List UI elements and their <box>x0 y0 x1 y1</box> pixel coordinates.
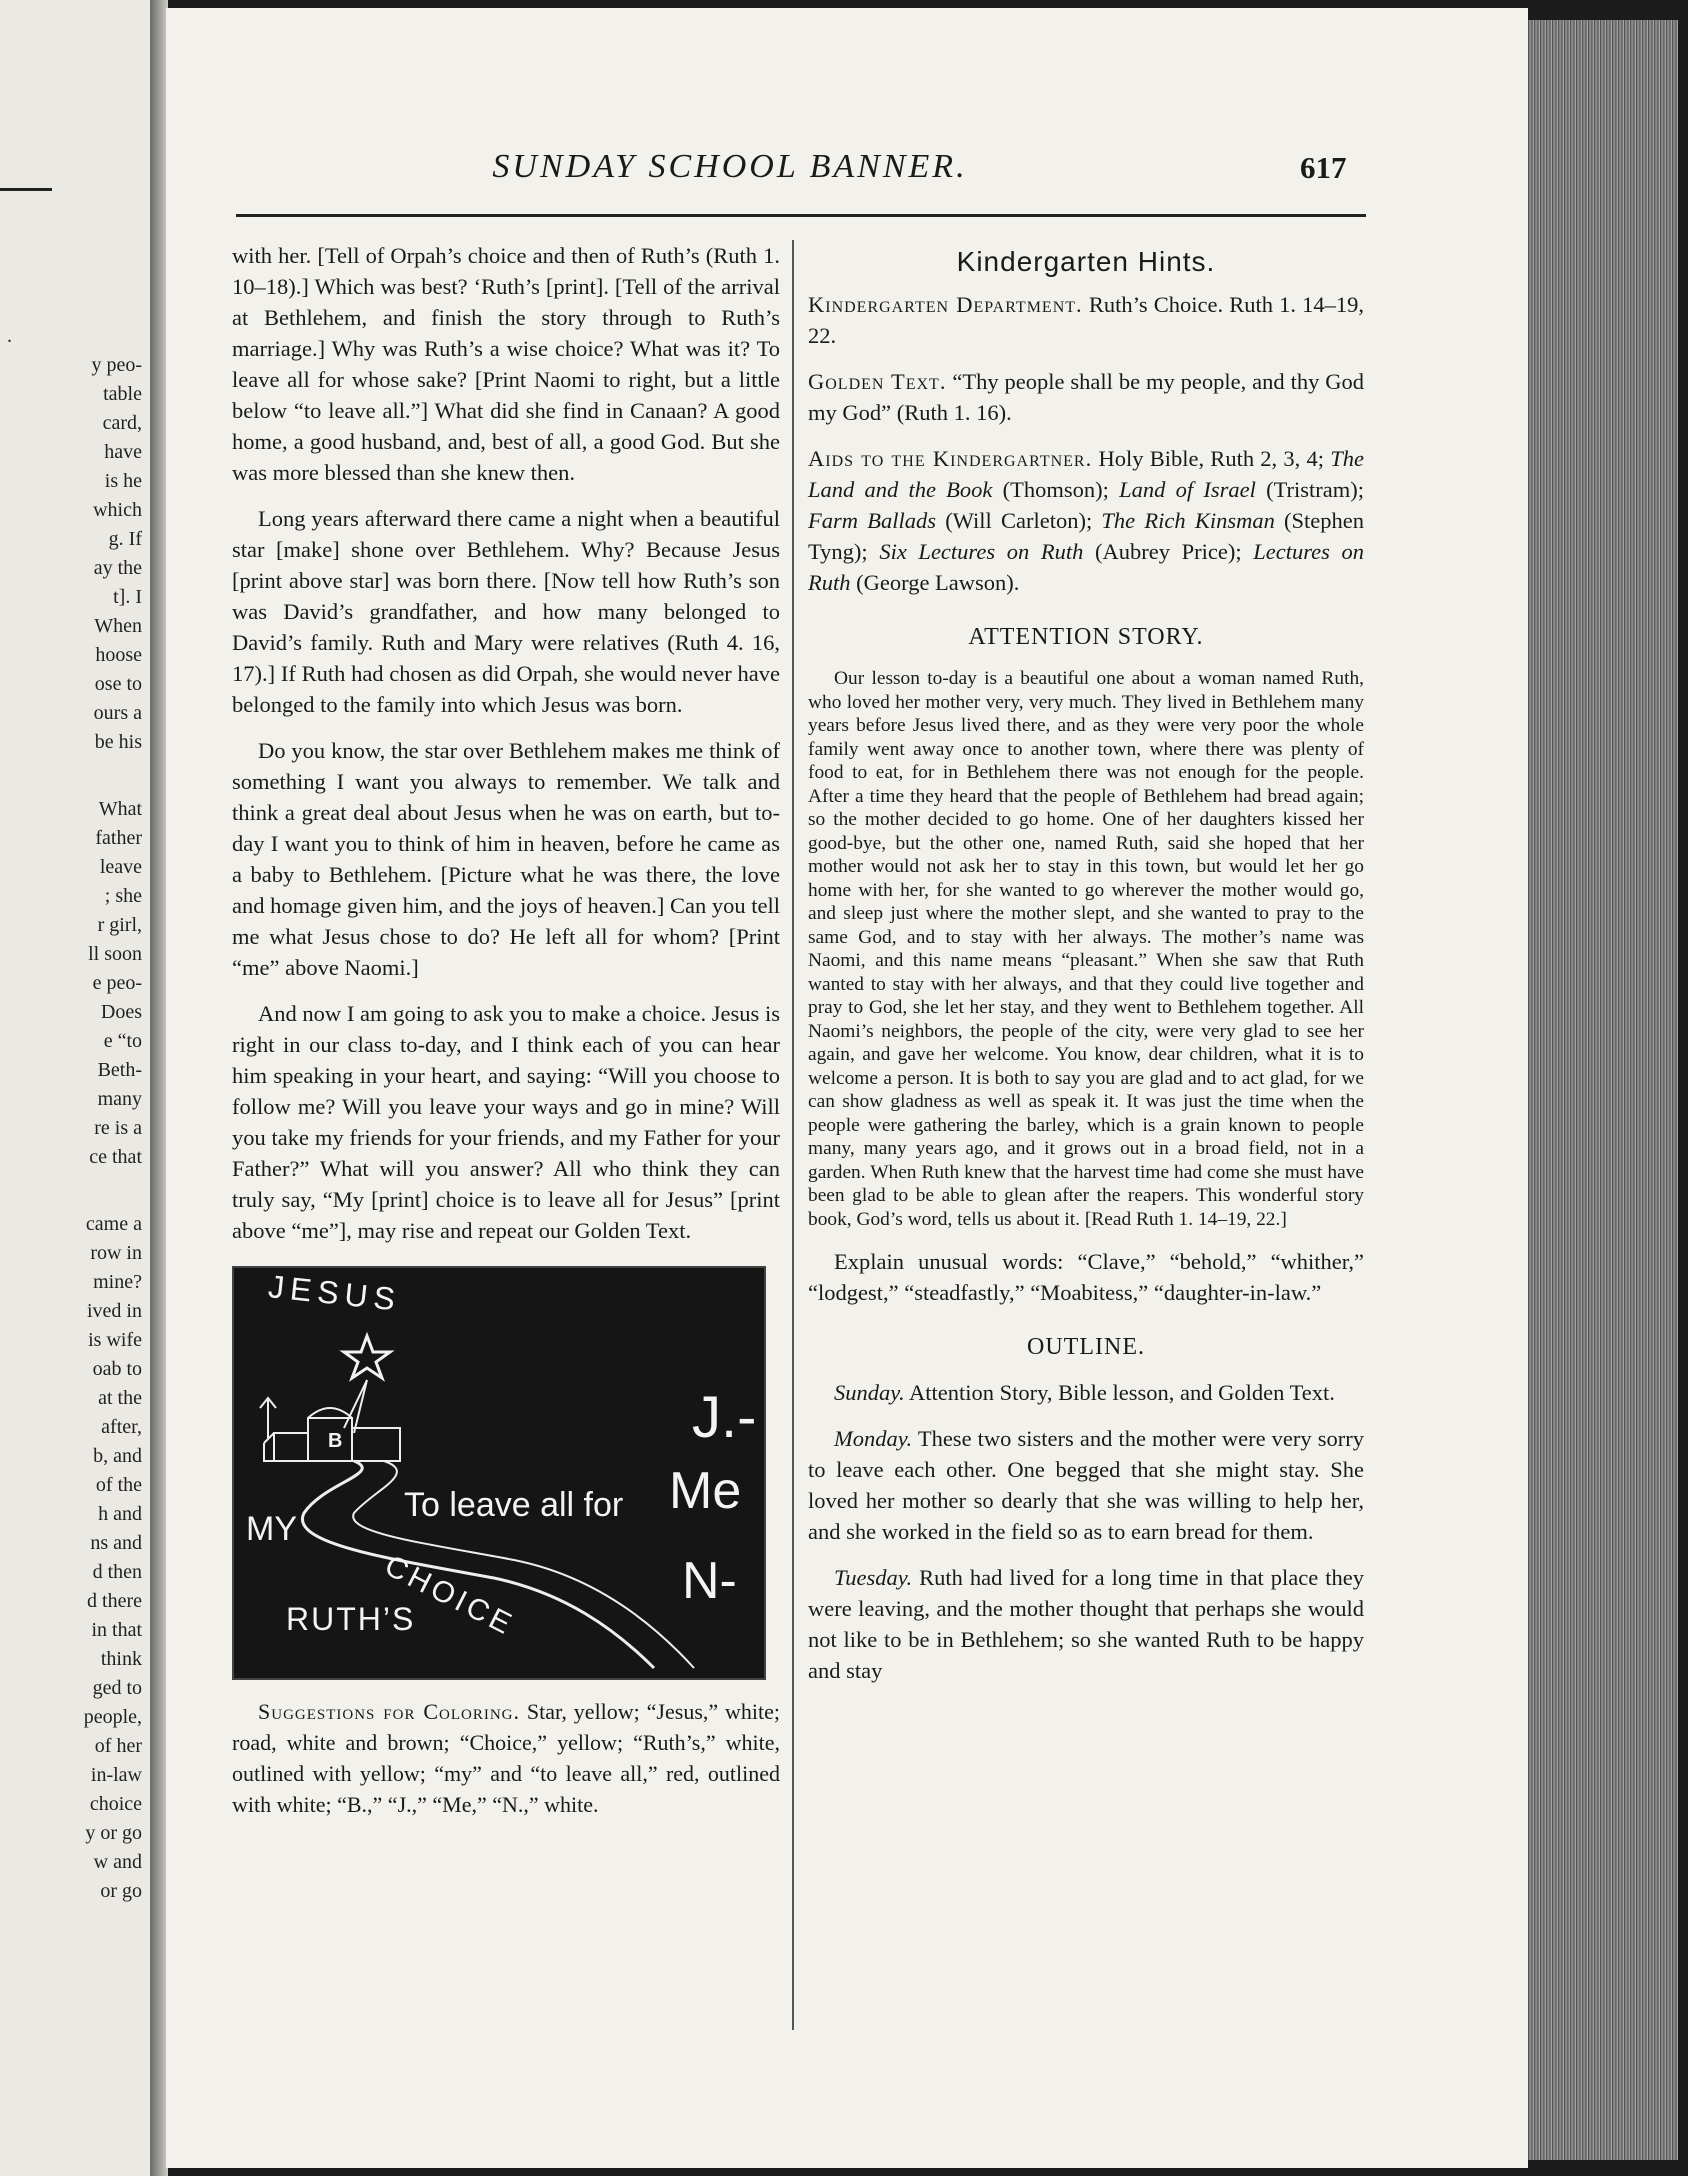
aids-text: (Aubrey Price); <box>1095 539 1242 564</box>
facing-page-line: came a <box>85 1213 142 1235</box>
facing-page-fragment <box>0 0 150 2176</box>
star-icon <box>344 1336 390 1378</box>
aids-text: (Will Carleton); <box>945 508 1093 533</box>
facing-page-line: hoose <box>95 644 142 666</box>
illustration-ruths: RUTH’S <box>286 1601 416 1637</box>
illustration-me: Me <box>669 1462 742 1520</box>
paragraph: Long years afterward there came a night when a beautiful star [make] shone over Bethlehem. Why? Because Jesus [print above star] was born there. [Now tell how Ruth’s son was David’s grandfather, and how many belonged to David’s family. Ruth and Mary were relatives (Ruth 4. 16, 17).] If Ruth had chosen as did Orpah, she would never have belonged to the family into which Jesus was born. <box>232 506 780 717</box>
aids-text: Holy Bible, Ruth 2, 3, 4; <box>1098 446 1325 471</box>
department-line <box>808 289 1364 351</box>
aids-text: (Stephen Tyng); <box>808 508 1365 564</box>
facing-page-line: have <box>104 441 142 463</box>
facing-page-line: ce that <box>89 1146 142 1168</box>
facing-page-line: h and <box>98 1503 142 1525</box>
paragraph: Do you know, the star over Bethlehem makes me think of something I want you always to remember. We talk and think a great deal about Jesus when he was on earth, but to-day I want you to think of him in heaven, before he came as a baby to Bethlehem. [Picture what he was there, the love and homage given him, and the joys of heaven.] Can you tell me what Jesus chose to do? He left all for whom? [Print “me” above Naomi.] <box>232 738 780 980</box>
facing-page-line: leave <box>99 856 142 878</box>
coloring-suggestions <box>232 1696 780 1820</box>
outline-tuesday <box>808 1562 1364 1686</box>
facing-page-line: ns and <box>90 1532 142 1554</box>
facing-page-line: d then <box>92 1561 142 1583</box>
day-label: Sunday. <box>834 1380 905 1405</box>
facing-page-line: ived in <box>87 1300 142 1322</box>
left-column <box>232 240 780 1820</box>
facing-page-line: ours a <box>93 702 142 724</box>
facing-page-line: e peo- <box>92 972 142 994</box>
attention-story-text: Our lesson to-day is a beautiful one about a woman named Ruth, who loved her mother very, very much. They lived in Bethlehem many years before Jesus lived there, and as they were very poor the whole family went away once to another town, where there was plenty of food to eat, for in Bethlehem there was not enough for the people. After a time they heard that the people of Bethlehem had bread again; so the mother decided to go home. One of her daughters kissed her good-bye, but the other one, named Ruth, said she hoped that her mother would not ask her to stay in this town, but would let her go home with her, for she wanted to go wherever the mother would go, and sleep just where the mother slept, and she wanted to pray to the same God, and to stay with her always. The mother’s name was Naomi, and this name means “pleasant.” When she saw that Ruth wanted to stay with her always, and that they could live together and pray to God, she let her stay, and they went to Bethlehem together. All Naomi’s neighbors, the people of the city, were very glad to see her again, and gave her welcome. You know, dear children, what it is to welcome a person. It is both to say you are glad and to act glad, for we can show gladness as well as speak it. It was just the time when the people were gathering the barley, which is a grain known to people many, many years ago, and it grows out in a broad field, not in a garden. When Ruth knew that the harvest time had come she must have been glad to be able to glean after the reapers. This wonderful story book, God’s word, tells us about it. [Read Ruth 1. 14–19, 22.] <box>808 668 1364 1230</box>
facing-page-line: ay the <box>93 557 142 579</box>
illustration-my: MY <box>246 1510 297 1548</box>
book-title: Farm Ballads <box>808 508 936 533</box>
day-label: Tuesday. <box>834 1565 913 1590</box>
facing-page-line: ose to <box>94 673 142 695</box>
paragraph: And now I am going to ask you to make a choice. Jesus is right in our class to-day, and I think each of you can hear him speaking in your heart, and saying: “Will you choose to follow me? Will you leave your ways and go in mine? Will you take my friends for your friends, and my Father for your Father?” What will you answer? All who think they can truly say, “My [print] choice is to leave all for Jesus” [print above “me”], may rise and repeat our Golden Text. <box>232 1001 780 1243</box>
illustration-choice: CHOICE <box>379 1549 520 1643</box>
facing-page-line: re is a <box>94 1117 142 1139</box>
day-text: Ruth had lived for a long time in that place they were leaving, and the mother thought that perhaps she would not like to be in Bethlehem; so she wanted Ruth to be happy and stay <box>808 1565 1364 1683</box>
facing-page-line: or go <box>100 1880 142 1902</box>
facing-page-line: table <box>103 383 142 405</box>
facing-page-line: people, <box>83 1706 142 1728</box>
facing-page-rule <box>0 188 52 191</box>
facing-page-line: in that <box>91 1619 142 1641</box>
page-number: 617 <box>1300 150 1347 185</box>
illustration-leave-all: To leave all for <box>404 1486 624 1524</box>
facing-page-line: w and <box>93 1851 142 1873</box>
paragraph: with her. [Tell of Orpah’s choice and then of Ruth’s (Ruth 1. 10–18).] Which was best? ‘Ruth’s [print]. [Tell of the arrival at Bethlehem, and finish the story through to Ruth’s marriage.] Why was Ruth’s a wise choice? What was it? To leave all for whose sake? [Print Naomi to right, but a little below “to leave all.”] What did she find in Canaan? A good home, a good husband, and, best of all, a good God. But she was more blessed than she knew then. <box>232 243 780 485</box>
illustration-b: B <box>328 1430 343 1452</box>
facing-page-line: mine? <box>93 1271 142 1293</box>
facing-page-line: Does <box>100 1001 142 1023</box>
facing-page-line: e “to <box>103 1030 142 1052</box>
facing-page-line: ged to <box>92 1677 142 1699</box>
column-divider <box>792 240 794 2030</box>
aids-line <box>808 443 1364 598</box>
department-text: Ruth’s Choice. Ruth 1. 14–19, 22. <box>808 292 1365 348</box>
day-label: Monday. <box>834 1426 913 1451</box>
facing-page-line: row in <box>90 1242 142 1264</box>
facing-page-line: choice <box>89 1793 142 1815</box>
facing-page-line: is he <box>104 470 142 492</box>
book-title: Six Lectures on Ruth <box>879 539 1084 564</box>
facing-page-line: What <box>98 798 142 820</box>
aids-text: (Thomson); <box>1002 477 1109 502</box>
aids-text: (George Lawson). <box>856 570 1020 595</box>
facing-page-line: b, and <box>93 1445 142 1467</box>
facing-page-line: card, <box>102 412 142 434</box>
book-title: Lectures on Ruth <box>808 539 1365 595</box>
golden-text: “Thy people shall be my people, and thy God my God” (Ruth 1. 16). <box>808 369 1364 425</box>
illustration-n: N- <box>682 1552 737 1610</box>
facing-page-line: many <box>97 1088 142 1110</box>
day-text: Attention Story, Bible lesson, and Golden Text. <box>909 1380 1335 1405</box>
facing-page-line: be his <box>94 731 142 753</box>
coloring-text: Star, yellow; “Jesus,” white; road, white and brown; “Choice,” yellow; “Ruth’s,” white, outlined with yellow; “my” and “to leave all,” red, outlined with white; “B.,” “J.,” “Me,” “N.,” white. <box>232 1699 781 1817</box>
facing-page-line: after, <box>101 1416 142 1438</box>
right-column <box>808 240 1364 1701</box>
facing-page-line: d there <box>87 1590 142 1612</box>
facing-page-line: in-law <box>90 1764 142 1786</box>
book-page-edges <box>1528 20 1678 2160</box>
book-title: The Land and the Book <box>808 446 1364 502</box>
facing-page-line: g. If <box>108 528 142 550</box>
department-label: Kindergarten Department. <box>808 292 1083 317</box>
page-title: SUNDAY SCHOOL BANNER. <box>492 148 968 185</box>
illustration-jesus: JESUS <box>266 1268 403 1318</box>
aids-text: (Tristram); <box>1266 477 1365 502</box>
facing-page-line: When <box>94 615 142 637</box>
facing-page-line: of her <box>94 1735 142 1757</box>
facing-page-line: which <box>93 499 142 521</box>
outline-heading: OUTLINE. <box>1027 1334 1145 1360</box>
facing-page-line: . <box>7 325 12 347</box>
facing-page-line: is wife <box>88 1329 142 1351</box>
attention-story-heading: ATTENTION STORY. <box>968 624 1204 650</box>
facing-page-line: y peo- <box>91 354 142 376</box>
golden-text-line <box>808 366 1364 428</box>
day-text: These two sisters and the mother were very sorry to leave each other. One begged that she might stay. She loved her mother so dearly that she was willing to help her, and she worked in the field so as to earn bread for them. <box>808 1426 1364 1544</box>
book-title: The Rich Kinsman <box>1101 508 1275 533</box>
outline-sunday <box>808 1377 1364 1408</box>
facing-page-line: think <box>100 1648 142 1670</box>
header-rule <box>236 214 1366 217</box>
facing-page-line: y or go <box>85 1822 142 1844</box>
aids-label: Aids to the Kindergartner. <box>808 446 1093 471</box>
facing-page-line: father <box>95 827 142 849</box>
facing-page-line: at the <box>98 1387 142 1409</box>
facing-page-line: ll soon <box>88 943 142 965</box>
facing-page-line: Beth- <box>97 1059 142 1081</box>
coloring-label: Suggestions for Coloring. <box>258 1699 520 1724</box>
explain-words: Explain unusual words: “Clave,” “behold,” “whither,” “lodgest,” “steadfastly,” “Moabitess,” “daughter-in-law.” <box>808 1249 1364 1305</box>
illustration-j: J.- <box>692 1385 757 1450</box>
blackboard-illustration <box>232 1266 766 1680</box>
facing-page-line: of the <box>95 1474 142 1496</box>
facing-page-line: r girl, <box>97 914 142 936</box>
facing-page-line: oab to <box>92 1358 142 1380</box>
outline-monday <box>808 1423 1364 1547</box>
golden-text-label: Golden Text. <box>808 369 947 394</box>
section-title: Kindergarten Hints. <box>956 246 1216 277</box>
book-title: Land of Israel <box>1119 477 1256 502</box>
facing-page-line: ; she <box>104 885 142 907</box>
facing-page-line: t]. I <box>113 586 142 608</box>
